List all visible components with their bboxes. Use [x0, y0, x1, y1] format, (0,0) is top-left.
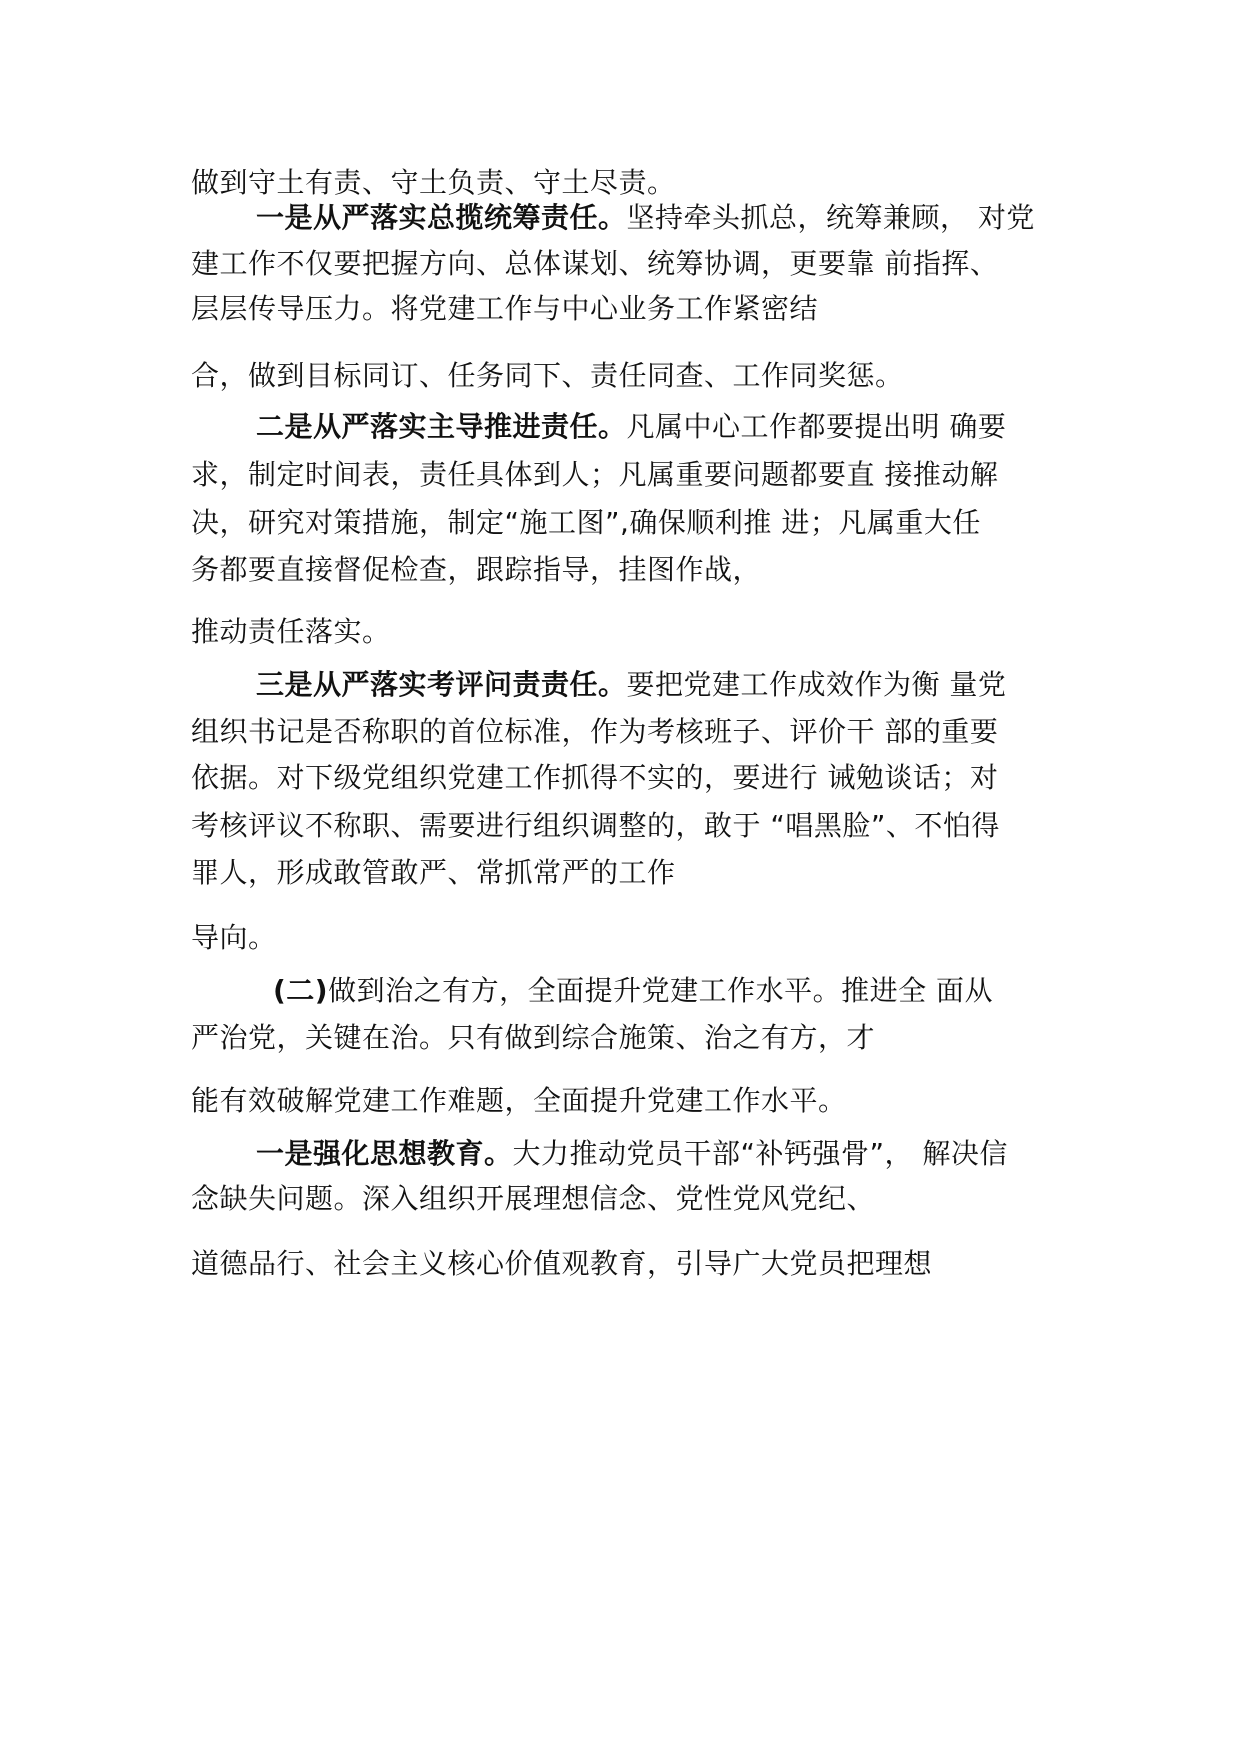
paragraph-first-line — [256, 407, 1071, 447]
text-line — [191, 806, 1071, 846]
line-text: 务都要直接督促检查，跟踪指导，挂图作战， — [191, 553, 762, 586]
text-line — [191, 289, 1071, 329]
paragraph-first-line — [273, 971, 1071, 1011]
line-text: 坚持牵头抓总，统筹兼顾， 对党 — [626, 201, 1035, 234]
text-line — [191, 163, 1071, 203]
line-text: 做到守土有责、守土负责、守土尽责。 — [191, 166, 676, 199]
paragraph-first-line — [256, 198, 1071, 238]
text-line — [191, 612, 1071, 652]
text-line — [191, 1018, 1071, 1058]
text-line — [191, 758, 1071, 798]
line-text: 考核评议不称职、需要进行组织调整的，敢于 “唱黑脸”、不怕得 — [191, 809, 1000, 842]
text-line — [191, 244, 1071, 284]
line-text: 做到治之有方，全面提升党建工作水平。推进全 面从 — [328, 974, 994, 1007]
text-line — [191, 356, 1071, 396]
paragraph-first-line — [256, 665, 1071, 705]
line-text: 罪人，形成敢管敢严、常抓常严的工作 — [191, 856, 676, 889]
text-line — [191, 550, 1071, 590]
line-text: 导向。 — [191, 921, 277, 954]
text-line — [191, 1179, 1071, 1219]
line-text: 决，研究对策措施，制定“施工图”,确保顺利推 进；凡属重大任 — [191, 506, 981, 539]
line-text: 建工作不仅要把握方向、总体谋划、统筹协调，更要靠 前指挥、 — [191, 247, 999, 280]
text-line — [191, 712, 1071, 752]
line-text: 大力推动党员干部“补钙强骨”， 解决信 — [512, 1137, 1008, 1170]
paragraph-heading: 二是从严落实主导推进责任。 — [256, 410, 627, 443]
line-text: 求，制定时间表，责任具体到人；凡属重要问题都要直 接推动解 — [191, 458, 999, 491]
line-text: 依据。对下级党组织党建工作抓得不实的，要进行 诫勉谈话；对 — [191, 761, 999, 794]
text-line — [191, 455, 1071, 495]
paragraph-heading: 一是从严落实总揽统筹责任。 — [256, 201, 627, 234]
line-text: 合，做到目标同订、任务同下、责任同查、工作同奖惩。 — [191, 359, 904, 392]
line-text: 念缺失问题。深入组织开展理想信念、党性党风党纪、 — [191, 1182, 876, 1215]
text-line — [191, 503, 1071, 543]
text-line — [191, 853, 1071, 893]
line-text: 能有效破解党建工作难题，全面提升党建工作水平。 — [191, 1084, 847, 1117]
line-text: 道德品行、社会主义核心价值观教育，引导广大党员把理想 — [191, 1247, 933, 1280]
paragraph-heading: 三是从严落实考评问责责任。 — [256, 668, 627, 701]
text-line — [191, 1244, 1071, 1284]
line-text: 严治党，关键在治。只有做到综合施策、治之有方，才 — [191, 1021, 876, 1054]
line-text: 凡属中心工作都要提出明 确要 — [626, 410, 1007, 443]
line-text: 推动责任落实。 — [191, 615, 391, 648]
line-text: 要把党建工作成效作为衡 量党 — [626, 668, 1007, 701]
section-number: (二) — [273, 974, 329, 1007]
text-line — [191, 918, 1071, 958]
line-text: 层层传导压力。将党建工作与中心业务工作紧密结 — [191, 292, 819, 325]
paragraph-first-line — [256, 1134, 1071, 1174]
text-line — [191, 1081, 1071, 1121]
line-text: 组织书记是否称职的首位标准，作为考核班子、评价干 部的重要 — [191, 715, 999, 748]
paragraph-heading: 一是强化思想教育。 — [256, 1137, 513, 1170]
